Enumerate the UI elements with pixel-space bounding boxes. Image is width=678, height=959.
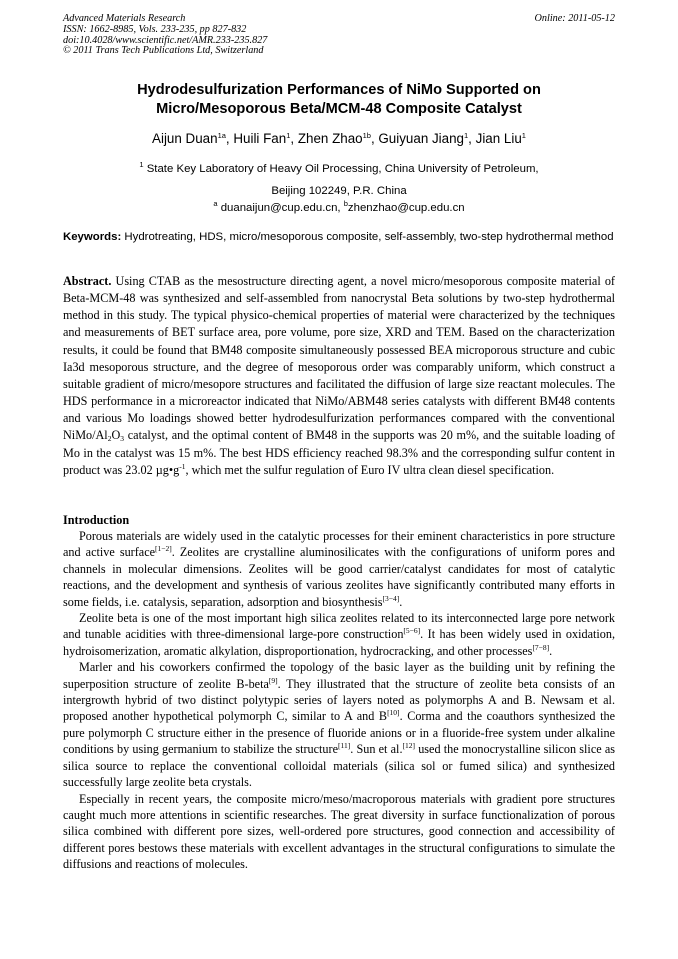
keywords-label: Keywords: bbox=[63, 231, 122, 243]
author-affiliation-mark: 1 bbox=[521, 131, 526, 140]
paragraph bbox=[63, 610, 615, 659]
online-date: Online: 2011-05-12 bbox=[534, 13, 615, 24]
author-separator: , bbox=[468, 131, 476, 146]
author-name: Aijun Duan bbox=[152, 131, 218, 146]
author-separator: , bbox=[370, 131, 379, 146]
author-affiliation-mark: 1 bbox=[464, 131, 469, 140]
affiliation-mark: 1 bbox=[139, 160, 144, 169]
abstract-text: catalyst, and the optimal content of BM48 in the supports was 20 m%, and the suitable loading of Mo in the catalyst was 15 m%. The best HDS efficiency reached 98.3% and the corresponding sulfur content in product was 23.02 µg•g bbox=[63, 428, 615, 477]
author-affiliation-mark: 1 bbox=[286, 131, 291, 140]
paragraph: Especially in recent years, the composite micro/meso/macroporous materials with gradient pore structures caught much more attentions in scientific researches. The great diversity in surface functionalization of porous silica combined with different pore sizes, well-ordered pore structures, good connection and accessibility of different pores bestows these materials with excellent advantages in the structural configurations to simulate the diffusions and reactions of molecules. bbox=[63, 791, 615, 872]
abstract bbox=[63, 273, 615, 479]
section-heading: Introduction bbox=[63, 513, 130, 527]
introduction-section bbox=[63, 513, 615, 873]
author-emails bbox=[63, 200, 615, 216]
author-list bbox=[63, 130, 615, 148]
abstract-text: O bbox=[111, 428, 121, 443]
affiliation-line-2: Beijing 102249, P.R. China bbox=[271, 185, 407, 197]
journal-header bbox=[63, 14, 267, 57]
abstract-text: , which met the sulfur regulation of Euro IV ultra clean diesel specification. bbox=[185, 462, 555, 477]
citation[interactable]: [9] bbox=[268, 675, 278, 685]
subscript: 3 bbox=[120, 434, 125, 444]
author-name: Jian Liu bbox=[475, 131, 522, 146]
doi-line: doi:10.4028/www.scientific.net/AMR.233-235.827 bbox=[63, 34, 268, 46]
paragraph-text: Zeolite beta is one of the most important high silica zeolites related to its interconnected large pore network and tunable acidities with three-dimensional large-pore construction bbox=[63, 611, 615, 642]
citation[interactable]: [1−2] bbox=[155, 544, 172, 554]
author-affiliation-mark: 1b bbox=[362, 131, 371, 140]
citation[interactable]: [7−8] bbox=[532, 642, 550, 652]
keywords bbox=[63, 230, 615, 245]
citation[interactable]: [12] bbox=[402, 741, 415, 751]
affiliation-line-1: State Key Laboratory of Heavy Oil Processing, China University of Petroleum, bbox=[143, 163, 539, 175]
citation[interactable]: [3−4] bbox=[382, 593, 400, 603]
abstract-label: Abstract. bbox=[63, 274, 112, 288]
paragraph-text: . Zeolites are crystalline aluminosilicates with the configurations of uniform pores and channels in molecular dimensions. Zeolites will be good carrier/catalyst candidates for most of catalytic reactions, and the development and synthesis of various zeolites have significantly contributed many efforts in some fields, i.e. catalysis, separation, adsorption and biosynthesis bbox=[63, 545, 616, 609]
author-name: Zhen Zhao bbox=[297, 131, 363, 146]
issn-line: ISSN: 1662-8985, Vols. 233-235, pp 827-832 bbox=[63, 23, 247, 35]
superscript: -1 bbox=[179, 461, 186, 471]
copyright-line: © 2011 Trans Tech Publications Ltd, Switzerland bbox=[63, 45, 264, 57]
paragraph-text: . Sun et al. bbox=[350, 742, 403, 757]
citation[interactable]: [11] bbox=[337, 741, 351, 751]
paragraph-text: used the monocrystalline silicon slice as silica source to replace the conventional colloidal materials (silica sol or fumed silica) and synthesized successfully large zeolite beta crystals. bbox=[63, 742, 616, 790]
email-mark-b: b bbox=[343, 199, 348, 208]
paragraph bbox=[63, 528, 615, 610]
keywords-text: Hydrotreating, HDS, micro/mesoporous composite, self-assembly, two-step hydrothermal method bbox=[121, 231, 614, 243]
paragraph-text: . bbox=[399, 594, 403, 609]
email-a: duanaijun@cup.edu.cn, bbox=[217, 202, 344, 214]
paragraph-text: . It has been widely used in oxidation, hydroisomerization, aromatic alkylation, disproportionation, hydrocracking, and other processes bbox=[63, 627, 615, 658]
affiliation bbox=[63, 158, 615, 202]
email-b: zhenzhao@cup.edu.cn bbox=[347, 202, 465, 214]
author-separator: , bbox=[290, 131, 298, 146]
paragraph-text: . Corma and the coauthors synthesized the pure polymorph C structure either in the presence of fluoride anions or in a fluoride-free system under alkaline conditions by using germanium to stabilize the structure bbox=[63, 709, 616, 757]
paragraph-text: Marler and his coworkers confirmed the topology of the basic layer as the building unit by refining the superposition structure of zeolite B-beta bbox=[63, 660, 615, 691]
email-mark-a: a bbox=[213, 199, 218, 208]
author-separator: , bbox=[225, 131, 234, 146]
subscript: 2 bbox=[107, 434, 112, 444]
paragraph-text: . They illustrated that the structure of zeolite beta consists of an intergrowth hybrid of two distinct polytypic series of layers noted as polymorphs A and B. Newsam et al. proposed another hypothetical polymorph C, similar to A and B bbox=[63, 676, 615, 724]
citation[interactable]: [5−6] bbox=[403, 626, 421, 636]
paragraph-text: Porous materials are widely used in the catalytic processes for their eminent characteristics in pore structure and active surface bbox=[63, 529, 615, 560]
author-name: Guiyuan Jiang bbox=[378, 131, 464, 146]
journal-name: Advanced Materials Research bbox=[63, 13, 186, 24]
paper-title bbox=[63, 81, 615, 119]
abstract-text: Using CTAB as the mesostructure directing agent, a novel micro/mesoporous composite material of Beta-MCM-48 was synthesized and self-assembled from nanocrystal Beta solutions by two-step hydrothermal method in this study. The typical physico-chemical properties of material were characterized by the techniques and measurements of BET surface area, pore volume, pore size, XRD and TEM. Based on the characterization results, it could be found that BM48 composite simultaneously possessed BEA microporous structure and cubic Ia3d mesoporous structure, and the degree of mesoporous order was comparably uniform, which construct a suitable gradient of micro/mesopore structures and facilitated the diffusion of large size reactant molecules. The HDS performance in a microreactor indicated that NiMo/ABM48 series catalysts with different BM48 contents and various Mo loadings showed better hydrodesulfurization performances compared with the conventional NiMo/Al bbox=[63, 274, 615, 443]
title-line-1: Hydrodesulfurization Performances of NiMo Supported on bbox=[137, 82, 541, 98]
paragraph-text: . bbox=[549, 643, 553, 658]
author-affiliation-mark: 1a bbox=[217, 131, 226, 140]
author-name: Huili Fan bbox=[233, 131, 287, 146]
citation[interactable]: [10] bbox=[387, 708, 400, 718]
paragraph bbox=[63, 659, 615, 790]
title-line-2: Micro/Mesoporous Beta/MCM-48 Composite Catalyst bbox=[156, 101, 522, 117]
